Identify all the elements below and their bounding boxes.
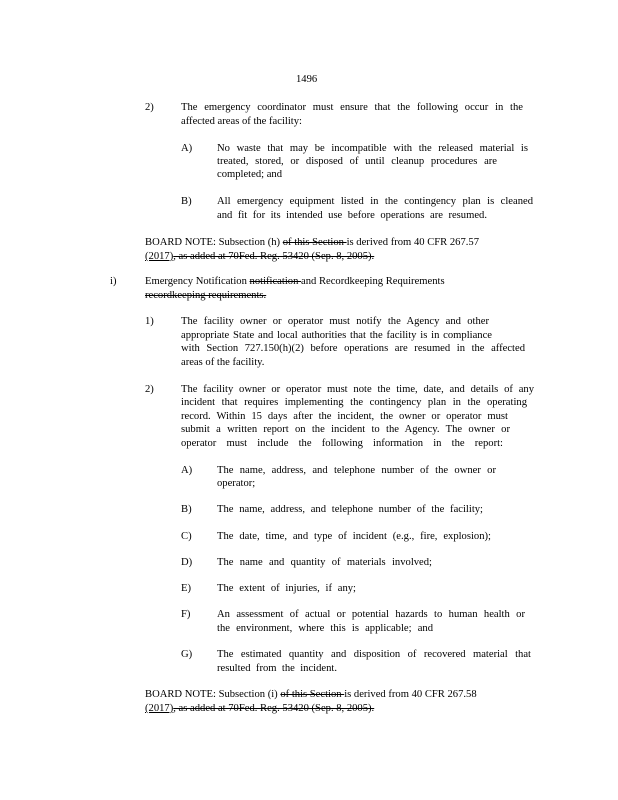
paragraph-line: The name, address, and telephone number of the owner or bbox=[217, 465, 496, 476]
heading-text: Emergency Notification bbox=[145, 276, 250, 287]
board-note-citation: is derived from 40 CFR 267.58 bbox=[344, 689, 477, 700]
item-label: B) bbox=[181, 504, 192, 515]
paragraph-line: resulted from the incident. bbox=[217, 663, 337, 674]
paragraph-line: The date, time, and type of incident (e.g., fire, explosion); bbox=[217, 531, 491, 542]
paragraph-line: No waste that may be incompatible with the released material is bbox=[217, 143, 528, 154]
board-note-citation: is derived from 40 CFR 267.57 bbox=[346, 237, 479, 248]
paragraph-line: with Section 727.150(h)(2) before operations are resumed in the affected bbox=[181, 343, 525, 354]
item-label: A) bbox=[181, 465, 193, 476]
page-number: 1496 bbox=[296, 74, 318, 85]
deleted-text: of this Section bbox=[280, 689, 345, 700]
inserted-year: (2017) bbox=[145, 703, 174, 714]
item-label: D) bbox=[181, 557, 193, 568]
inserted-year: (2017) bbox=[145, 251, 174, 262]
section-heading bbox=[145, 275, 445, 288]
paragraph-line: record. Within 15 days after the incident, the owner or operator must bbox=[181, 411, 508, 422]
item-label: 1) bbox=[145, 316, 154, 327]
deleted-text: notification bbox=[249, 276, 302, 287]
paragraph-line: The facility owner or operator must note the time, date, and details of any bbox=[181, 384, 534, 395]
board-note-line bbox=[145, 236, 479, 249]
paragraph-line: appropriate State and local authorities that the facility is in compliance bbox=[181, 330, 492, 341]
section-label: i) bbox=[110, 276, 117, 287]
item-label: 2) bbox=[145, 102, 154, 113]
paragraph-line: The name, address, and telephone number of the facility; bbox=[217, 504, 483, 515]
paragraph-line: submit a written report on the incident to the Agency. The owner or bbox=[181, 424, 510, 435]
paragraph-line: The name and quantity of materials involved; bbox=[217, 557, 432, 568]
item-label: 2) bbox=[145, 384, 154, 395]
paragraph-line: operator; bbox=[217, 478, 256, 489]
paragraph-line: treated, stored, or disposed of until cleanup procedures are bbox=[217, 156, 497, 167]
paragraph-line: The emergency coordinator must ensure that the following occur in the bbox=[181, 102, 523, 113]
paragraph-line: operator must include the following information in the report: bbox=[181, 438, 503, 449]
deleted-text: recordkeeping requirements. bbox=[145, 290, 267, 301]
item-label: A) bbox=[181, 143, 193, 154]
paragraph-line: The estimated quantity and disposition of recovered material that bbox=[217, 649, 531, 660]
paragraph-line: affected areas of the facility: bbox=[181, 116, 302, 127]
paragraph-line: areas of the facility. bbox=[181, 357, 265, 368]
deleted-text: , as added at 70Fed. Reg. 53420 (Sep. 8, 2005). bbox=[173, 703, 375, 714]
deleted-text: , as added at 70Fed. Reg. 53420 (Sep. 8, 2005). bbox=[173, 251, 375, 262]
paragraph-line: completed; and bbox=[217, 169, 283, 180]
board-note-line bbox=[145, 250, 374, 263]
board-note-prefix: BOARD NOTE: Subsection (h) bbox=[145, 237, 283, 248]
deleted-text: of this Section bbox=[282, 237, 347, 248]
paragraph-line: The extent of injuries, if any; bbox=[217, 583, 356, 594]
board-note-prefix: BOARD NOTE: Subsection (i) bbox=[145, 689, 281, 700]
paragraph-line: the environment, where this is applicable; and bbox=[217, 623, 433, 634]
board-note-line bbox=[145, 688, 477, 701]
paragraph-line: incident that requires implementing the contingency plan in the operating bbox=[181, 397, 527, 408]
paragraph-line: An assessment of actual or potential hazards to human health or bbox=[217, 609, 525, 620]
paragraph-line: The facility owner or operator must notify the Agency and other bbox=[181, 316, 489, 327]
item-label: E) bbox=[181, 583, 191, 594]
paragraph-line: and fit for its intended use before operations are resumed. bbox=[217, 210, 487, 221]
item-label: G) bbox=[181, 649, 193, 660]
item-label: C) bbox=[181, 531, 192, 542]
board-note-line bbox=[145, 702, 374, 715]
heading-text: and Recordkeeping Requirements bbox=[301, 276, 445, 287]
item-label: F) bbox=[181, 609, 191, 620]
item-label: B) bbox=[181, 196, 192, 207]
paragraph-line: All emergency equipment listed in the contingency plan is cleaned bbox=[217, 196, 533, 207]
